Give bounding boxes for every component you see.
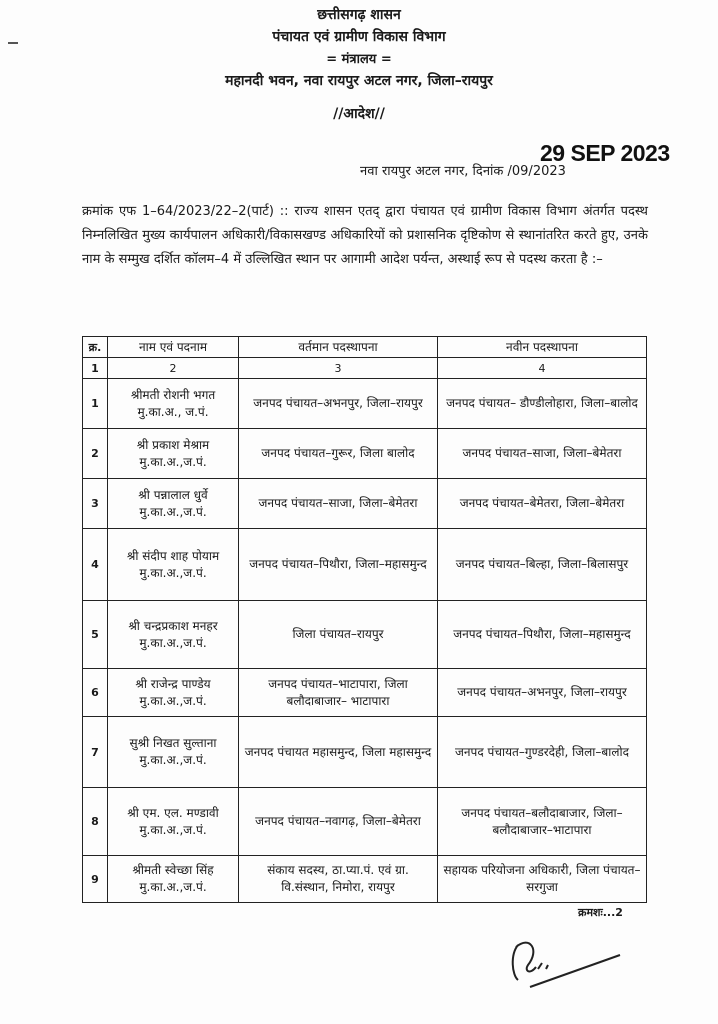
officer-name: श्री एम. एल. मण्डावी मु.का.अ.,ज.पं.: [108, 788, 239, 856]
row-number: 4: [83, 529, 108, 601]
officer-name: श्री चन्द्रप्रकाश मनहर मु.का.अ.,ज.पं.: [108, 601, 239, 669]
ministry-label: = मंत्रालय =: [326, 52, 392, 67]
col-header-current: वर्तमान पदस्थापना: [239, 337, 438, 358]
officer-name: श्री राजेन्द्र पाण्डेय मु.का.अ.,ज.पं.: [108, 669, 239, 717]
current-posting: जनपद पंचायत–भाटापारा, जिला बलौदाबाजार– भाटापारा: [239, 669, 438, 717]
col-number: 4: [438, 358, 647, 379]
continued-label: क्रमशः...2: [578, 906, 623, 919]
current-posting: जिला पंचायत–रायपुर: [239, 601, 438, 669]
row-number: 7: [83, 717, 108, 788]
place-date: नवा रायपुर अटल नगर, दिनांक /09/2023: [360, 164, 566, 179]
col-number: 2: [108, 358, 239, 379]
col-header-no: क्र.: [83, 337, 108, 358]
row-number: 5: [83, 601, 108, 669]
officer-name: श्री प्रकाश मेश्राम मु.का.अ.,ज.पं.: [108, 429, 239, 479]
new-posting: जनपद पंचायत–अभनपुर, जिला–रायपुर: [438, 669, 647, 717]
officer-name: श्रीमती रोशनी भगत मु.का.अ., ज.पं.: [108, 379, 239, 429]
date-stamp: 29 SEP 2023: [540, 140, 670, 166]
current-posting: जनपद पंचायत–अभनपुर, जिला–रायपुर: [239, 379, 438, 429]
row-number: 6: [83, 669, 108, 717]
address: महानदी भवन, नवा रायपुर अटल नगर, जिला–रायपुर: [225, 73, 493, 89]
order-title: //आदेश//: [333, 106, 385, 122]
signature: [500, 925, 640, 995]
govt-name: छत्तीसगढ़ शासन: [317, 7, 401, 23]
officer-name: श्रीमती स्वेच्छा सिंह मु.का.अ.,ज.पं.: [108, 856, 239, 903]
col-number: 1: [83, 358, 108, 379]
table-row: [83, 429, 647, 479]
new-posting: जनपद पंचायत–साजा, जिला–बेमेतरा: [438, 429, 647, 479]
current-posting: जनपद पंचायत–गुरूर, जिला बालोद: [239, 429, 438, 479]
new-posting: जनपद पंचायत–बिल्हा, जिला–बिलासपुर: [438, 529, 647, 601]
table-row: [83, 601, 647, 669]
table-row: [83, 717, 647, 788]
order-paragraph: क्रमांक एफ 1–64/2023/22–2(पार्ट) :: राज्य शासन एतद् द्वारा पंचायत एवं ग्रामीण विकास विभाग अंतर्गत पदस्थ निम्नलिखित मुख्य कार्यपालन अधिकारी/विकासखण्ड अधिकारियों को प्रशासनिक दृष्टिकोण से स्थानांतरित करते हुए, उनके नाम के सम्मुख दर्शित कॉलम–4 में उल्लिखित स्थान पर आगामी आदेश पर्यन्त, अस्थाई रूप से पदस्थ करता है :–: [82, 204, 648, 267]
officer-name: श्री संदीप शाह पोयाम मु.का.अ.,ज.पं.: [108, 529, 239, 601]
new-posting: जनपद पंचायत–बलौदाबाजार, जिला–बलौदाबाजार–भाटापारा: [438, 788, 647, 856]
table-row: [83, 529, 647, 601]
department-name: पंचायत एवं ग्रामीण विकास विभाग: [272, 29, 446, 45]
new-posting: जनपद पंचायत–पिथौरा, जिला–महासमुन्द: [438, 601, 647, 669]
current-posting: संकाय सदस्य, ठा.प्या.पं. एवं ग्रा. वि.संस्थान, निमोरा, रायपुर: [239, 856, 438, 903]
new-posting: सहायक परियोजना अधिकारी, जिला पंचायत–सरगुजा: [438, 856, 647, 903]
new-posting: जनपद पंचायत–बेमेतरा, जिला–बेमेतरा: [438, 479, 647, 529]
new-posting: जनपद पंचायत–गुण्डरदेही, जिला–बालोद: [438, 717, 647, 788]
officer-name: श्री पन्नालाल धुर्वे मु.का.अ.,ज.पं.: [108, 479, 239, 529]
col-header-name: नाम एवं पदनाम: [108, 337, 239, 358]
current-posting: जनपद पंचायत–साजा, जिला–बेमेतरा: [239, 479, 438, 529]
current-posting: जनपद पंचायत महासमुन्द, जिला महासमुन्द: [239, 717, 438, 788]
table-header-row: [83, 337, 647, 358]
transfer-table: [82, 336, 647, 903]
current-posting: जनपद पंचायत–नवागढ़, जिला–बेमेतरा: [239, 788, 438, 856]
current-posting: जनपद पंचायत–पिथौरा, जिला–महासमुन्द: [239, 529, 438, 601]
officer-name: सुश्री निखत सुल्ताना मु.का.अ.,ज.पं.: [108, 717, 239, 788]
col-header-new: नवीन पदस्थापना: [438, 337, 647, 358]
row-number: 9: [83, 856, 108, 903]
new-posting: जनपद पंचायत– डौण्डीलोहारा, जिला–बालोद: [438, 379, 647, 429]
row-number: 8: [83, 788, 108, 856]
col-number: 3: [239, 358, 438, 379]
table-row: [83, 669, 647, 717]
table-row: [83, 856, 647, 903]
table-row: [83, 788, 647, 856]
row-number: 1: [83, 379, 108, 429]
column-number-row: [83, 358, 647, 379]
table-row: [83, 379, 647, 429]
table-row: [83, 479, 647, 529]
row-number: 2: [83, 429, 108, 479]
row-number: 3: [83, 479, 108, 529]
